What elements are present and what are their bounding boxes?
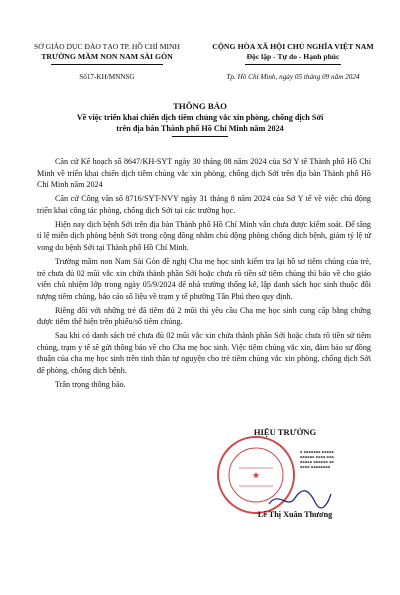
subject-underline <box>172 136 228 137</box>
paragraph-request-check: Trường mầm non Nam Sài Gòn đề nghị Cha mẹ học sinh kiểm tra lại hồ sơ tiêm chủng của trẻ, trẻ chưa đủ 02 mũi vắc xin chứa thành phần Sởi hoặc chưa rõ tiền sử tiêm chủng thì báo về cho giáo viên chủ nhiệm lớp trong ngày 05/9/2024 để nhà trường thống kê, lập danh sách học sinh thuộc đối tượng tiêm chủng, báo cáo số liệu về trạm y tế phường Tân Phú theo quy định. <box>37 256 371 301</box>
header-right <box>200 42 386 81</box>
school-name: TRƯỜNG MẦM NON NAM SÀI GÒN <box>41 52 173 61</box>
paragraph-dispatch-reference: Căn cứ Công văn số 8716/SYT-NVY ngày 31 tháng 8 năm 2024 của Sở Y tế về việc chủ động triển khai công tác phòng, chống dịch Sởi tại các trường học. <box>37 194 371 215</box>
handwritten-signature-icon <box>265 486 335 512</box>
signature-title: HIỆU TRƯỞNG <box>253 427 317 437</box>
paragraph-plan-reference: Căn cứ Kế hoạch số 8647/KH-SYT ngày 30 tháng 08 năm 2024 của Sở Y tế Thành phố Hồ Chí Minh về triển khai chiến dịch tiêm chủng vắc xin phòng, chống dịch Sởi trên địa bàn Thành phố Hồ Chí Minh năm 2024 <box>37 157 371 190</box>
subject-line-1: Về việc triển khai chiến dịch tiêm chủng vắc xin phòng, chống dịch Sởi <box>76 113 324 122</box>
notice-subject <box>22 112 378 137</box>
subject-line-2: trên địa bàn Thành phố Hồ Chí Minh năm 2024 <box>116 124 284 133</box>
place-date: Tp. Hồ Chí Minh, ngày 05 tháng 09 năm 2024 <box>226 73 360 81</box>
department-name: SỞ GIÁO DỤC ĐÀO TẠO TP. HỒ CHÍ MINH <box>34 42 180 51</box>
svg-text:★: ★ <box>252 471 260 480</box>
notice-body <box>37 156 371 393</box>
header-left <box>18 42 196 81</box>
digital-signature-note: ▪ ▪▪▪▪▪▪▪ ▪▪▪▪▪ ▪▪▪▪▪▪ ▪▪▪▪ ▪▪▪ ▪▪▪▪▪ ▪▪▪▪▪▪ ▪▪ ▪▪▪▪ ▪▪▪▪▪▪▪▪ <box>300 450 334 469</box>
paragraph-situation: Hiện nay dịch bệnh Sởi trên địa bàn Thành phố Hồ Chí Minh vẫn chưa được kiểm soát. Để tăng tỉ lệ miễn dịch phòng bệnh Sởi trong cộng đồng nhằm chủ động phòng chống dịch bệnh, giảm tỷ lệ tử vong do bệnh Sởi tại Thành phố Hồ Chí Minh. <box>37 219 371 252</box>
country-name: CỘNG HÒA XÃ HỘI CHỦ NGHĨA VIỆT NAM <box>212 42 374 51</box>
paragraph-follow-up: Sau khi có danh sách trẻ chưa đủ 02 mũi vắc xin chứa thành phần Sởi hoặc chưa rõ tiền sử tiêm chủng, trạm y tế sẽ gửi thông báo về cho Cha mẹ học sinh. Việc tiêm chủng vắc xin, đảm bảo sự đồng thuận của cha mẹ học sinh trên tinh thần tự nguyện cho trẻ tiêm chủng vắc xin phòng, chống dịch Sởi để phòng, chống dịch bệnh. <box>37 331 371 376</box>
national-motto: Độc lập - Tự do - Hạnh phúc <box>246 52 340 61</box>
school-underline <box>51 64 163 65</box>
notice-title: THÔNG BÁO <box>172 101 227 111</box>
paragraph-closing: Trân trọng thông báo. <box>55 380 126 390</box>
motto-underline <box>245 64 341 65</box>
paragraph-proof-request: Riêng đối với những trẻ đã tiêm đủ 2 mũi thì yêu cầu Cha mẹ học sinh cung cấp bằng chứng được tiêm thể hiện trên phiếu/sổ tiêm chủng. <box>37 305 371 327</box>
document-number: Số17-KH/MNNSG <box>79 73 135 81</box>
principal-name: Lê Thị Xuân Thương <box>257 510 333 519</box>
signature-block <box>205 426 365 542</box>
